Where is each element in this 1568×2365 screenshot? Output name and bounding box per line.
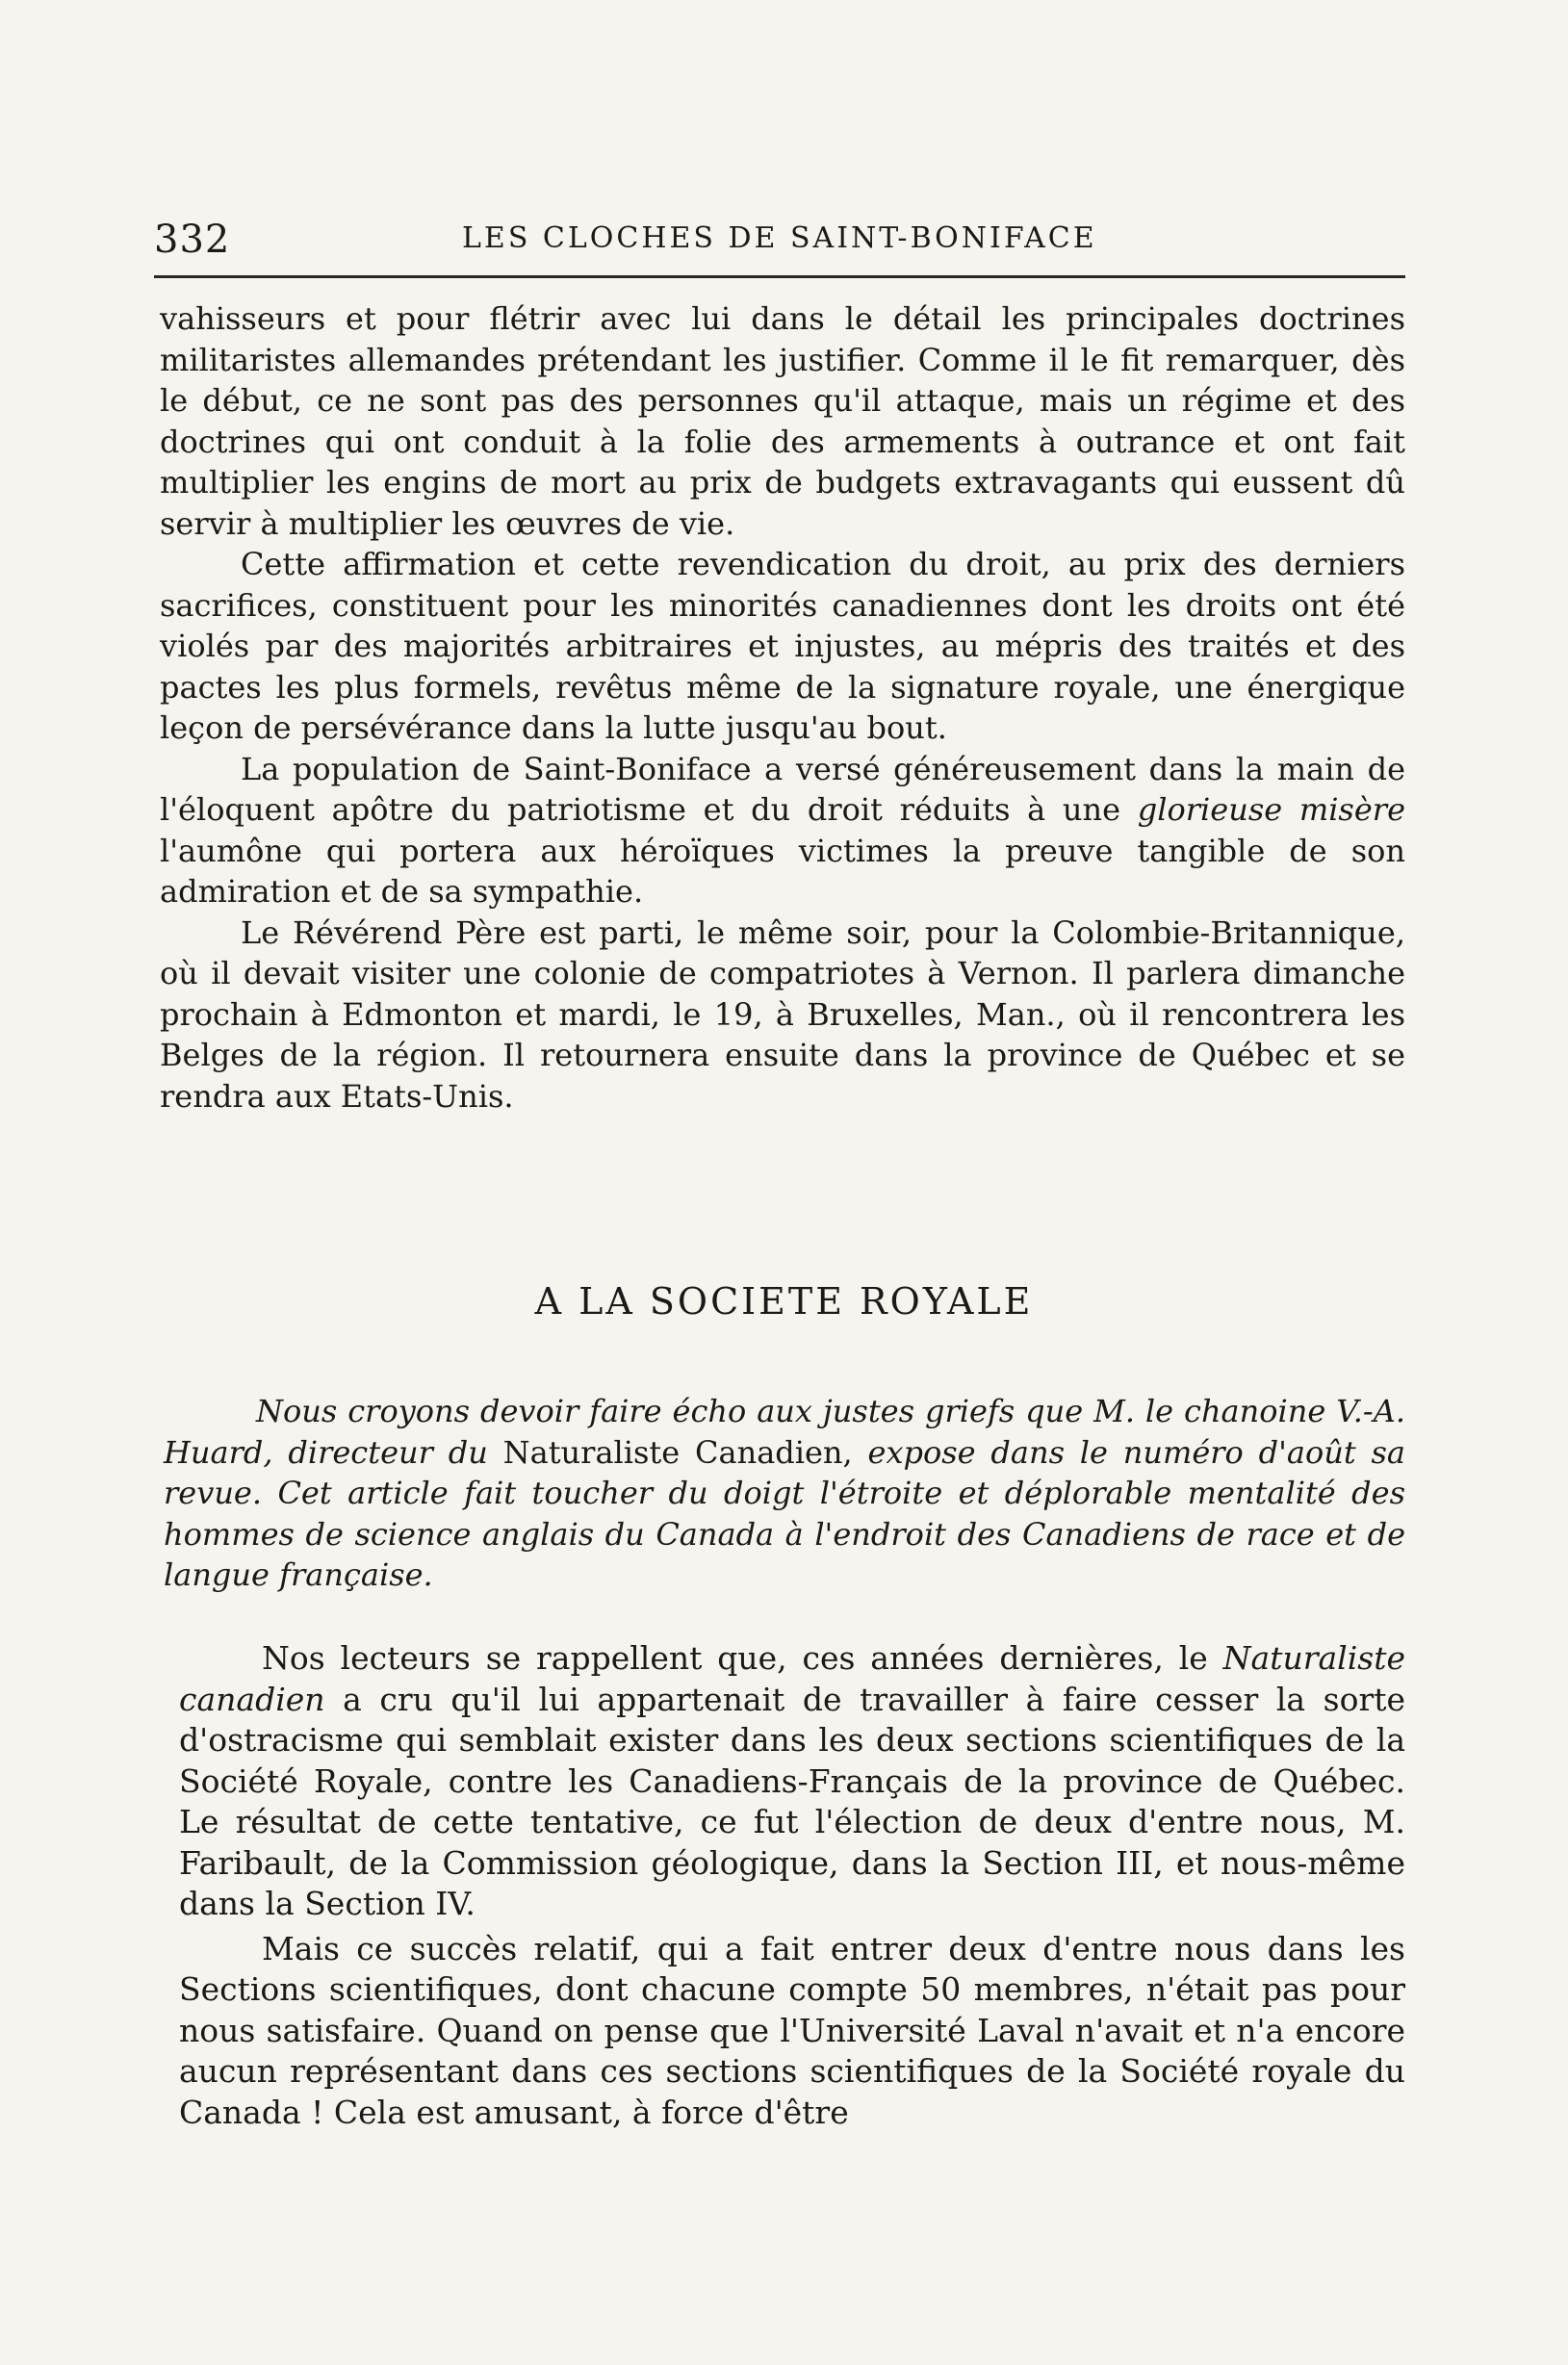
paragraph-text: l'aumône qui portera aux héroïques victimes la preuve tangible de son admiration et de sa sympathie. [160,832,1405,910]
paragraph-text: vahisseurs et pour flétrir avec lui dans le détail les principales doctrines militaristes allemandes prétendant les justifier. Comme il le fit remarquer, dès le début, ce ne sont pas des personnes qu'il attaque, mais un régime et des doctrines qui ont conduit à la folie des armements à outrance et ont fait multiplier les engins de mort au prix de budgets extravagants qui eussent dû servir à multiplier les œuvres de vie. [160,300,1405,542]
emphasis-text: Naturaliste canadien [179,1639,1405,1718]
paragraph-text: Cette affirmation et cette revendication du droit, au prix des derniers sacrifices, constituent pour les minorités canadiennes dont les droits ont été violés par des majorités arbitraires et injustes, au mépris des traités et des pactes les plus formels, revêtus même de la signature royale, une énergique leçon de persévérance dans la lutte jusqu'au bout. [160,546,1405,746]
intro-text: expose dans le numéro d'août sa revue. Cet article fait toucher du doigt l'étroite et déplorable mentalité des hommes de science anglais du Canada à l'endroit des Canadiens de race et de langue française. [164,1433,1405,1593]
paragraph [160,544,1405,749]
editorial-intro [164,1391,1405,1596]
journal-name: Naturaliste Canadien, [502,1433,853,1471]
running-title: LES CLOCHES DE SAINT-BONIFACE [462,221,1097,255]
emphasis-text: glorieuse misère [1137,791,1406,828]
article-body [160,298,1405,1117]
paragraph-text: Le Révérend Père est parti, le même soir, pour la Colombie-Britannique, où il devait visiter une colonie de compatriotes à Vernon. Il parlera dimanche prochain à Edmonton et mardi, le 19, à Bruxelles, Man., où il rencontrera les Belges de la région. Il retournera ensuite dans la province de Québec et se rendra aux Etats-Unis. [160,913,1405,1115]
paragraph-text: a cru qu'il lui appartenait de travailler à faire cesser la sorte d'ostracisme qui semblait exister dans les deux sections scientifiques de la Société Royale, contre les Canadiens-Français de la province de Québec. Le résultat de cette tentative, ce fut l'élection de deux d'entre nous, M. Faribault, de la Commission géologique, dans la Section III, et nous-même dans la Section IV. [179,1680,1406,1922]
page-number: 332 [154,218,231,262]
paragraph-text: Nos lecteurs se rappellent que, ces années dernières, le [262,1639,1208,1677]
section-title: A LA SOCIETE ROYALE [534,1280,1034,1323]
paragraph-text: La population de Saint-Boniface a versé généreusement dans la main de l'éloquent apôtre du patriotisme et du droit réduits à une [160,750,1405,828]
paragraph [179,1638,1405,1925]
page-header [154,214,1405,262]
paragraph [160,749,1405,913]
paragraph-text: Mais ce succès relatif, qui a fait entrer deux d'entre nous dans les Sections scientifiques, dont chacune compte 50 membres, n'était pas pour nous satisfaire. Quand on pense que l'Université Laval n'avait et n'a encore aucun représentant dans ces sections scientifiques de la Société royale du Canada ! Cela est amusant, à force d'être [179,1929,1405,2131]
paragraph-continuation [160,298,1405,544]
article-body-2 [179,1638,1405,2133]
header-rule [154,275,1405,278]
intro-paragraph [164,1391,1405,1596]
paragraph [179,1929,1405,2134]
intro-text: Nous croyons devoir faire écho aux justes griefs que M. le chanoine V.-A. Huard, directeur du [164,1393,1405,1471]
paragraph [160,913,1405,1118]
